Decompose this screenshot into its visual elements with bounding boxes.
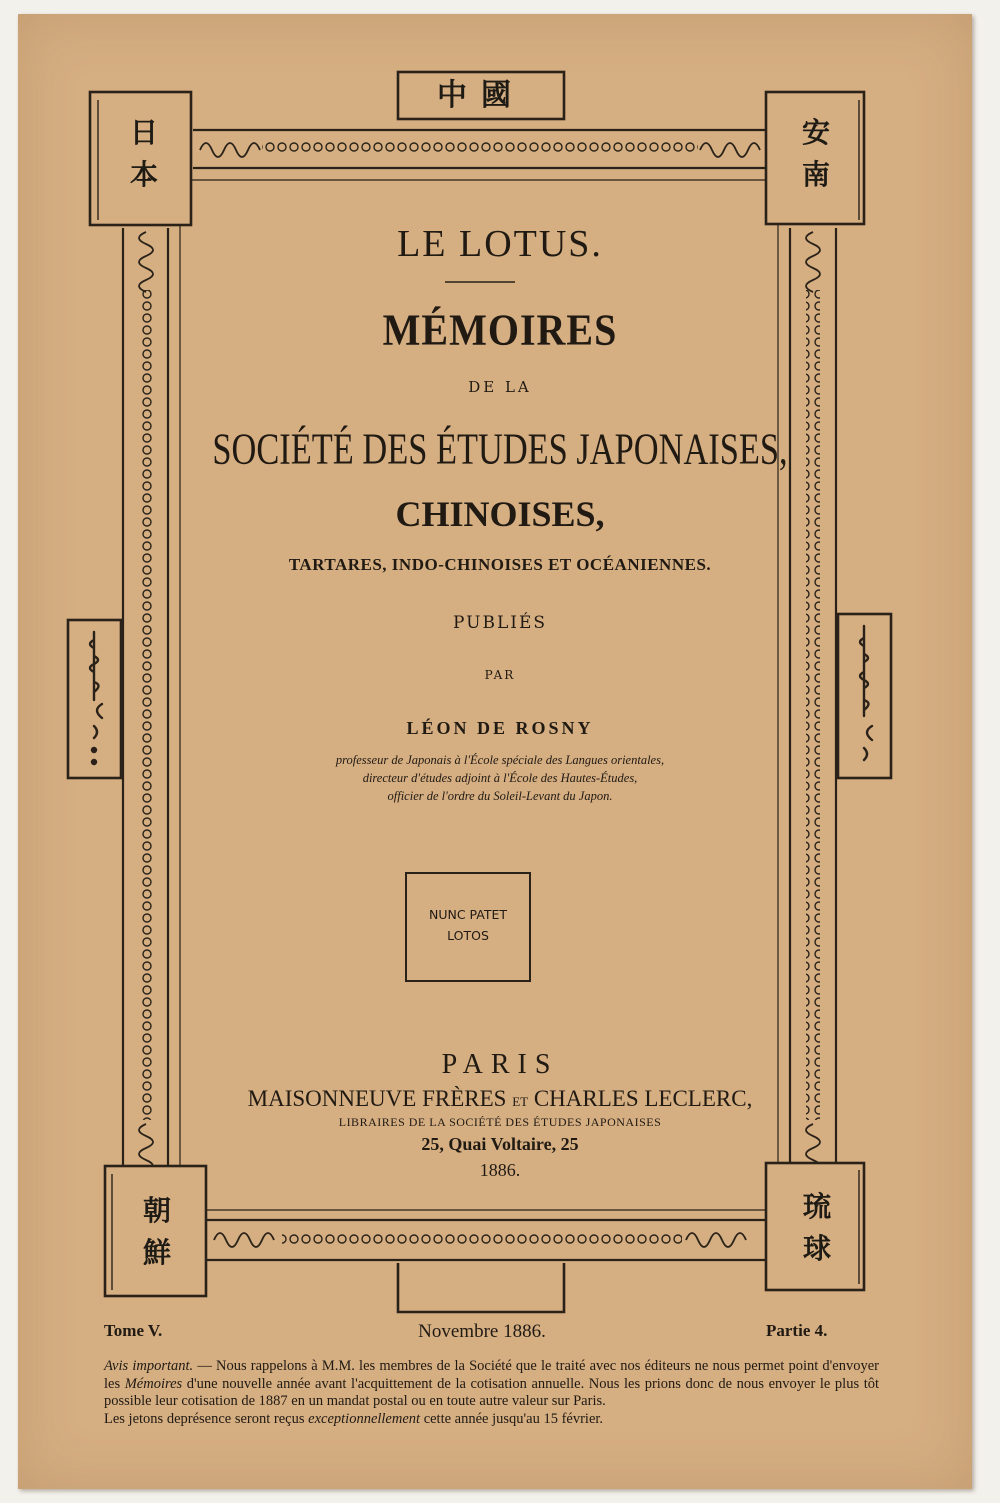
- society-line-3: TARTARES, INDO-CHINOISES ET OCÉANIENNES.: [288, 555, 712, 574]
- part-label: Partie 4.: [766, 1321, 828, 1340]
- publisher-b: CHARLES LECLERC,: [533, 1086, 753, 1111]
- notice-label: Avis important.: [104, 1358, 194, 1374]
- motto-line-2: LOTOS: [447, 928, 489, 944]
- cartouche-top-right: 安南: [801, 116, 830, 191]
- cartouche-bottom-right: 琉球: [802, 1190, 831, 1265]
- main-title: MÉMOIRES: [382, 304, 618, 355]
- imprint-year: 1886.: [479, 1160, 521, 1180]
- notice-memoires: Mémoires: [124, 1375, 183, 1392]
- notice-text-2: d'une nouvelle année avant l'acquittement de la cotisation annuelle. Nous les prions donc de nous envoyer le plus tôt possible leur cotisation de 1887 en un mandat postal ou en toute autre valeur sur Paris.: [104, 1375, 880, 1409]
- society-line-1: SOCIÉTÉ DES ÉTUDES JAPONAISES,: [212, 423, 788, 474]
- motto-box: [405, 872, 531, 982]
- imprint-city: PARIS: [441, 1049, 559, 1080]
- motto-line-1: NUNC PATET: [428, 907, 508, 922]
- title-rule: [445, 280, 515, 284]
- tokens-text-1: Les jetons deprésence seront reçus: [104, 1410, 309, 1427]
- notice-paragraph: [104, 1358, 879, 1411]
- publisher-a: MAISONNEUVE FRÈRES: [247, 1086, 507, 1111]
- author-title-2: directeur d'études adjoint à l'École des Hautes-Études,: [362, 771, 638, 785]
- cartouche-top: 中國: [437, 78, 525, 113]
- by: PAR: [484, 668, 516, 682]
- imprint-address: 25, Quai Voltaire, 25: [421, 1134, 579, 1154]
- tokens-exceptionnellement: exceptionnellement: [308, 1410, 421, 1427]
- author-title-1: professeur de Japonais à l'École spéciale des Langues orientales,: [335, 753, 665, 767]
- imprint-publisher: [0, 1086, 1000, 1112]
- notice-tokens: [104, 1411, 879, 1429]
- notice: [104, 1358, 879, 1428]
- author-name: LÉON DE ROSNY: [406, 718, 594, 738]
- notice-text-1: — Nous rappelons à M.M. les membres de la Société que le traité avec nos éditeurs ne nous permet point d'envoyer les: [104, 1358, 879, 1392]
- series-title: LE LOTUS.: [397, 223, 603, 265]
- de-la: DE LA: [468, 378, 532, 396]
- tome-label: Tome V.: [104, 1321, 163, 1340]
- cartouche-top-left: 日本: [130, 116, 159, 191]
- cartouche-bottom-left: 朝鮮: [142, 1194, 171, 1269]
- imprint-libraires: LIBRAIRES DE LA SOCIÉTÉ DES ÉTUDES JAPONAISES: [338, 1115, 662, 1129]
- tokens-text-2: cette année jusqu'au 15 février.: [420, 1410, 604, 1427]
- issue-date: Novembre 1886.: [418, 1321, 546, 1342]
- publisher-and: ET: [512, 1094, 529, 1109]
- author-title-3: officier de l'ordre du Soleil-Levant du Japon.: [387, 789, 613, 803]
- society-line-2: CHINOISES,: [395, 494, 605, 534]
- published: PUBLIÉS: [452, 613, 548, 633]
